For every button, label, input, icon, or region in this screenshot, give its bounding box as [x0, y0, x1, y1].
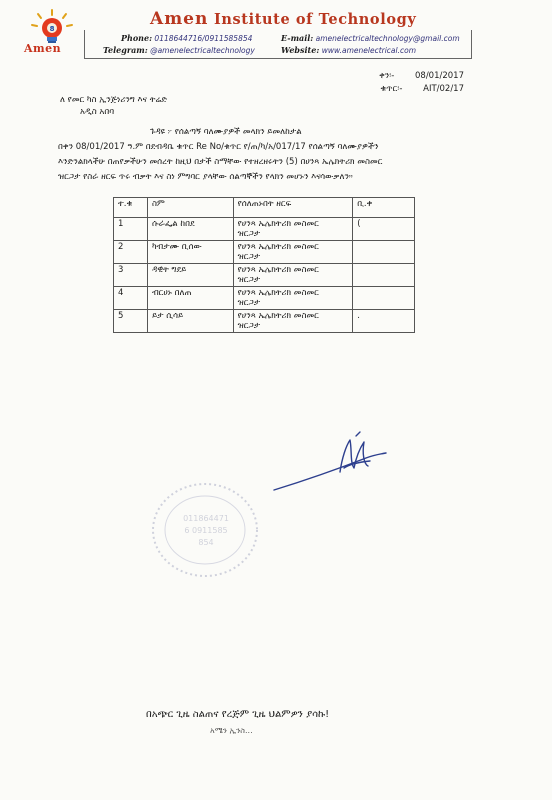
row-field: የሀንጻ ኤሌክትሪክ መስመር ዝርጋታ: [233, 264, 353, 287]
row-extra: (: [353, 218, 415, 241]
row-name: ካብታሙ ቢሰው: [147, 241, 233, 264]
trainee-table: [113, 197, 415, 333]
telegram-label: Telegram:: [103, 45, 148, 55]
body-line-1: በቀን 08/01/2017 ዓ.ም በደብዳቤ ቁጥር Re No/ቁጥር የ/ጠ/ካ/አ/017/17 የሰልጣኝ ባለሙያዎችን: [58, 142, 379, 152]
row-name: ዳዊት ግደይ: [147, 264, 233, 287]
email-label: E-mail:: [281, 33, 314, 43]
row-name: ይታ ሲሳይ: [147, 310, 233, 333]
phone-label: Phone:: [121, 33, 153, 43]
table-row: [114, 264, 415, 287]
table-row: [114, 218, 415, 241]
row-number: 3: [114, 264, 148, 287]
row-field: የሀንጻ ኤሌክትሪክ መስመር ዝርጋታ: [233, 310, 353, 333]
table-row: [114, 287, 415, 310]
date-value: 08/01/2017: [415, 71, 464, 81]
header-field: የሰለጠኑበት ዘርፍ: [233, 198, 353, 218]
table-row: [114, 241, 415, 264]
faded-stamp: [150, 480, 260, 580]
row-name: ሱራፌል ከበደ: [147, 218, 233, 241]
stamp-ring-icon: [150, 480, 260, 580]
body-line-3: ዝርጋታ የስራ ዘርፍ ጥሩ ብቃት እና ስነ ምግባር ያላቸው ሰልጣኞችን የላክን መሆኑን እናሳውቃለን።: [58, 172, 353, 182]
telegram-value: @amenelectricaltechnology: [150, 46, 255, 55]
recipient-line-2: አዲስ አበባ: [80, 107, 115, 117]
contact-box: [84, 30, 472, 59]
website-label: Website:: [281, 45, 320, 55]
row-extra: [353, 241, 415, 264]
subject-line: ጉዳዩ ፦ የሰልጣኝ ባለሙያዎች መላክን ይመለከታል: [150, 127, 302, 137]
row-name: ብርሀኑ በለጠ: [147, 287, 233, 310]
telegram-line: [103, 45, 255, 55]
signature: [270, 428, 390, 508]
email-value: amenelectricaltechnology@gmail.com: [315, 34, 460, 43]
header-number: ተ.ቁ: [114, 198, 148, 218]
ref-label: ቁጥር፡-: [380, 84, 403, 94]
logo-wordmark: Amen: [24, 42, 62, 55]
row-number: 2: [114, 241, 148, 264]
body-line-2: እንድንልክላችሁ በጠየቃችሁን መሰረት ከዚህ በታች ስማቸው የተዘረዘሩትን (5) በሀንጻ ኤሌክትሪክ መስመር: [58, 157, 383, 167]
phone-line: [121, 33, 252, 43]
row-field: የሀንጻ ኤሌክትሪክ መስመር ዝርጋታ: [233, 218, 353, 241]
header-extra: ቢ.ቀ: [353, 198, 415, 218]
row-number: 5: [114, 310, 148, 333]
recipient-line-1: ለ የመር ካስ ኢንጅነሪንግ እና ትሬድ: [60, 95, 168, 105]
row-field: የሀንጻ ኤሌክትሪክ መስመር ዝርጋታ: [233, 287, 353, 310]
phone-value: 0118644716/0911585854: [154, 34, 253, 43]
table-row: [114, 310, 415, 333]
website-value: www.amenelectrical.com: [321, 46, 417, 55]
row-number: 4: [114, 287, 148, 310]
footer-motto: በአጭር ጊዜ ስልጠና የረጅም ጊዜ ህልምዎን ያሳኩ!: [146, 709, 330, 720]
svg-text:8: 8: [49, 25, 55, 33]
date-line: [379, 71, 464, 81]
footer-partial: አሜን ኢንስ...: [210, 726, 253, 735]
ref-value: AIT/02/17: [423, 84, 464, 94]
table-header-row: [114, 198, 415, 218]
header-name: ስም: [147, 198, 233, 218]
row-number: 1: [114, 218, 148, 241]
email-line: [281, 33, 460, 43]
row-extra: .: [353, 310, 415, 333]
date-label: ቀን፡-: [379, 71, 395, 81]
website-line: [281, 45, 416, 55]
institute-name: Amen Institute of Technology: [150, 9, 417, 29]
row-field: የሀንጻ ኤሌክትሪክ መስመር ዝርጋታ: [233, 241, 353, 264]
ref-line: [380, 84, 464, 94]
stamp-text: 0118644716 0911585854: [183, 514, 229, 547]
row-extra: [353, 264, 415, 287]
row-extra: [353, 287, 415, 310]
